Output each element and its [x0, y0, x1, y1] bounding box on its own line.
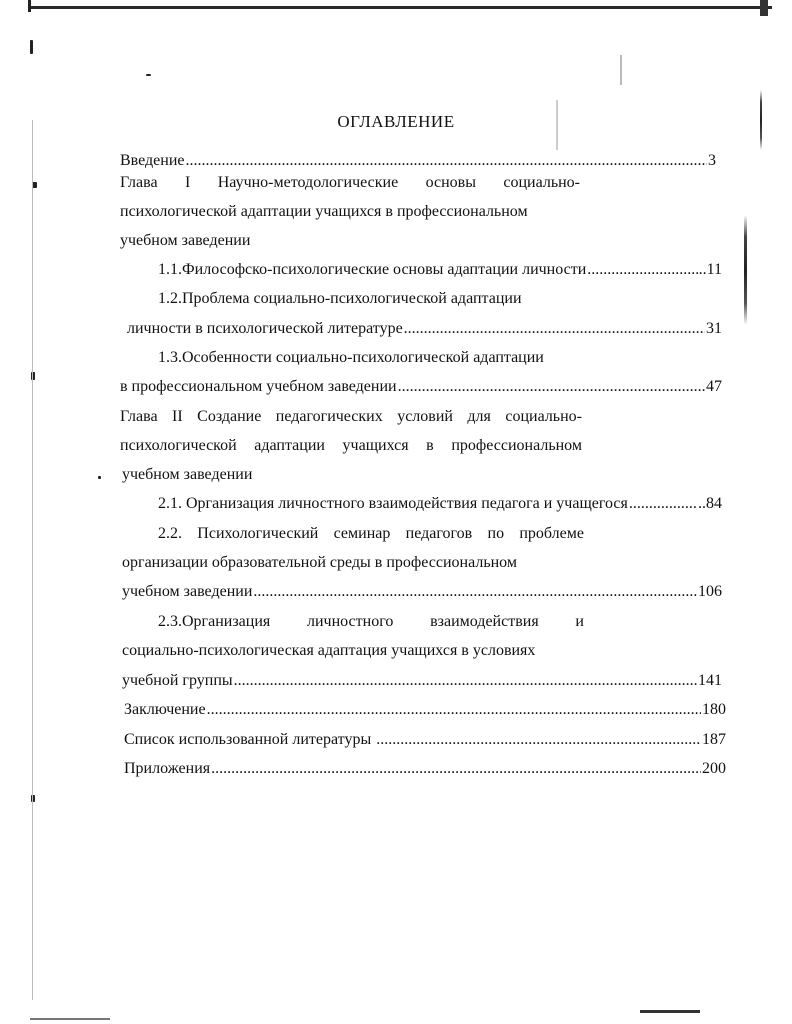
- toc-page-number: ..84: [698, 495, 722, 512]
- toc-leader-dots: [376, 729, 701, 751]
- toc-chapter-1-heading: [120, 172, 580, 194]
- toc-word: адаптации: [254, 437, 325, 454]
- toc-entry-text: учебной группы: [122, 672, 233, 689]
- toc-page-number: 3: [708, 152, 716, 169]
- toc-page-number: 31: [706, 320, 722, 337]
- toc-entry-2-3-line-2: социально-психологическая адаптация учащихся в условиях: [122, 642, 536, 659]
- toc-word: Психологический: [197, 525, 319, 542]
- toc-page-number: ..11: [698, 261, 722, 278]
- toc-leader-dots: [207, 699, 701, 721]
- toc-word: основы: [425, 174, 476, 191]
- toc-entry-text: 1.1.Философско-психологические основы адаптации личности: [158, 261, 587, 278]
- scan-edge-right-corner: [760, 0, 768, 16]
- toc-entry-conclusion: [124, 699, 726, 721]
- toc-leader-dots: [186, 150, 708, 172]
- toc-entry-1-2: [127, 318, 722, 340]
- toc-word: Создание: [197, 408, 262, 425]
- scan-edge-left-corner: [28, 0, 31, 12]
- toc-chapter-2-heading: [120, 406, 582, 428]
- toc-word: Глава: [120, 408, 158, 425]
- toc-entry-2-2-line-2: организации образовательной среды в профессиональном: [122, 554, 517, 571]
- toc-leader-dots: [587, 259, 697, 281]
- toc-word: учащихся: [342, 437, 409, 454]
- scan-bottom-mark: [30, 1018, 110, 1020]
- toc-leader-dots: [211, 758, 701, 780]
- toc-entry-1-2-line-1: 1.2.Проблема социально-психологической адаптации: [158, 290, 522, 307]
- toc-chapter-1-line-2: психологической адаптации учащихся в профессиональном: [120, 203, 528, 220]
- toc-word: социально-: [503, 174, 580, 191]
- toc-entry-text: Введение: [120, 152, 185, 169]
- toc-word: Глава: [120, 174, 158, 191]
- toc-entry-1-3: [120, 376, 722, 398]
- toc-word: 2.3.Организация: [158, 613, 271, 630]
- toc-page-number: 141: [698, 672, 722, 689]
- toc-word: педагогических: [275, 408, 383, 425]
- toc-word: семинар: [333, 525, 391, 542]
- toc-entry-1-3-line-1: 1.3.Особенности социально-психологической адаптации: [158, 349, 544, 366]
- scan-left-edge: [32, 120, 33, 1000]
- toc-leader-dots: [404, 318, 705, 340]
- toc-entry-text: личности в психологической литературе: [127, 320, 403, 337]
- toc-entry-introduction: [120, 150, 716, 172]
- scan-speck: [146, 74, 151, 76]
- scan-right-scratch: [744, 215, 747, 325]
- toc-entry-2-3-line-1: [158, 611, 584, 633]
- toc-word: и: [575, 613, 584, 630]
- toc-page-number: 47: [706, 378, 722, 395]
- toc-entry-text: 2.1. Организация личностного взаимодействия педагога и учащегося: [158, 495, 628, 512]
- scan-bottom-mark: [640, 1010, 700, 1013]
- toc-leader-dots: [253, 581, 697, 603]
- toc-word: социально-: [505, 408, 582, 425]
- toc-entry-appendices: [124, 758, 726, 780]
- toc-page-number: 200: [702, 760, 726, 777]
- toc-chapter-2-line-3: учебном заведении: [122, 466, 253, 483]
- toc-entry-text: Заключение: [124, 701, 206, 718]
- toc-entry-text: учебном заведении: [122, 583, 253, 600]
- toc-entry-1-1: [158, 259, 722, 281]
- toc-page-number: 187: [702, 731, 726, 748]
- toc-entry-2-1: [158, 493, 722, 515]
- toc-word: I: [184, 174, 191, 191]
- toc-entry-2-3: [122, 670, 722, 692]
- toc-word: условий: [397, 408, 453, 425]
- scan-speck: [30, 40, 33, 54]
- toc-leader-dots: [629, 493, 697, 515]
- toc-word: взаимодействия: [430, 613, 539, 630]
- toc-chapter-2-line-2: [120, 435, 582, 457]
- toc-word: психологической: [120, 437, 237, 454]
- page-title: ОГЛАВЛЕНИЕ: [337, 112, 455, 131]
- toc-word: личностного: [306, 613, 394, 630]
- toc-word: профессиональном: [451, 437, 582, 454]
- toc-word: в: [426, 437, 434, 454]
- toc-word: II: [172, 408, 183, 425]
- toc-entry-2-2: [122, 581, 722, 603]
- toc-word: педагогов: [405, 525, 473, 542]
- toc-entry-bibliography: [124, 729, 726, 751]
- toc-entry-2-2-line-1: [158, 523, 584, 545]
- scan-edge-top: [30, 6, 772, 9]
- toc-chapter-1-line-3: учебном заведении: [120, 232, 251, 249]
- toc-leader-dots: [398, 376, 705, 398]
- scan-speck: [98, 476, 101, 479]
- toc-word: проблеме: [519, 525, 584, 542]
- toc-entry-text: Приложения: [124, 760, 211, 777]
- toc-page-number: 180: [702, 701, 726, 718]
- toc-page-number: 106: [698, 583, 722, 600]
- toc-leader-dots: [234, 670, 697, 692]
- scan-noise: [620, 55, 622, 85]
- toc-word: для: [467, 408, 491, 425]
- toc-entry-text: в профессиональном учебном заведении: [120, 378, 397, 395]
- toc-word: по: [487, 525, 505, 542]
- toc-word: 2.2.: [158, 525, 182, 542]
- toc-word: Научно-методологические: [217, 174, 399, 191]
- toc-entry-text: Список использованной литературы: [124, 731, 376, 748]
